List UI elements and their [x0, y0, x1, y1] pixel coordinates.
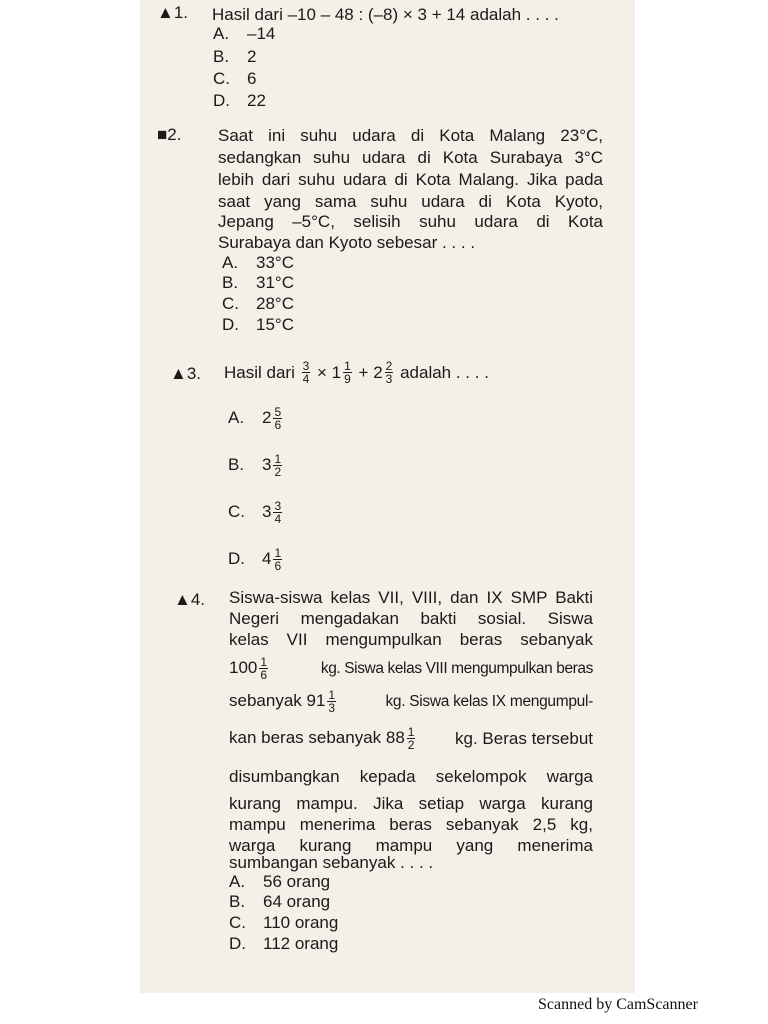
question-1-stem: Hasil dari –10 – 48 : (–8) × 3 + 14 adalah . . . .	[212, 5, 559, 24]
question-1-number: ▲1.	[157, 3, 189, 22]
q4-line-5: sebanyak 91 $\frac{1}{3}$ kg. Siswa kelas IX mengumpul-	[229, 687, 593, 715]
q2-line-3: lebih dari suhu udara di Kota Malang. Jika pada	[218, 170, 603, 189]
q3-option-b: B. 3 $\frac{1}{2}$	[228, 451, 282, 479]
question-2-number: ■2.	[157, 125, 182, 144]
q1-option-d: D. 22	[213, 91, 266, 110]
q4-option-d: D. 112 orang	[229, 934, 339, 953]
q4-option-a: A. 56 orang	[229, 872, 331, 891]
q4-line-4: 100 $\frac{1}{6}$ kg. Siswa kelas VIII mengumpulkan beras	[229, 654, 593, 682]
q2-option-b: B. 31°C	[222, 273, 294, 292]
q4-line-3: kelas VII mengumpulkan beras sebanyak	[229, 630, 593, 649]
q1-option-c: C. 6	[213, 69, 257, 88]
fraction: $\frac{2}{3}$	[385, 358, 393, 386]
q3-option-a: A. 2 $\frac{5}{6}$	[228, 404, 282, 432]
q4-line-2: Negeri mengadakan bakti sosial. Siswa	[229, 609, 593, 628]
q4-option-c: C. 110 orang	[229, 913, 339, 932]
q1-option-b: B. 2	[213, 47, 257, 66]
q1-option-a: A. –14	[213, 24, 276, 43]
q2-line-2: sedangkan suhu udara di Kota Surabaya 3°C	[218, 148, 603, 167]
q2-option-a: A. 33°C	[222, 253, 294, 272]
q4-line-8: kurang mampu. Jika setiap warga kurang	[229, 794, 593, 813]
q4-option-b: B. 64 orang	[229, 892, 331, 911]
q2-option-c: C. 28°C	[222, 294, 294, 313]
q4-line-10: warga kurang mampu yang menerima	[229, 836, 593, 855]
q4-line-6: kan beras sebanyak 88 $\frac{1}{2}$ kg. Beras tersebut	[229, 724, 593, 752]
scanner-watermark: Scanned by CamScanner	[538, 996, 698, 1013]
fraction: $\frac{3}{4}$	[302, 358, 310, 386]
question-4-number: ▲4.	[174, 590, 206, 609]
q2-line-1: Saat ini suhu udara di Kota Malang 23°C,	[218, 126, 603, 145]
q3-option-c: C. 3 $\frac{3}{4}$	[228, 498, 282, 526]
q3-option-d: D. 4 $\frac{1}{6}$	[228, 545, 282, 573]
q4-line-1: Siswa-siswa kelas VII, VIII, dan IX SMP Bakti	[229, 588, 593, 607]
q4-line-7: disumbangkan kepada sekelompok warga	[229, 767, 593, 786]
q2-line-6: Surabaya dan Kyoto sebesar . . . .	[218, 233, 476, 252]
q2-line-4: saat yang sama suhu udara di Kota Kyoto,	[218, 192, 603, 211]
q2-line-5: Jepang –5°C, selisih suhu udara di Kota	[218, 212, 603, 231]
question-3-number: ▲3.	[170, 364, 202, 383]
q4-line-9: mampu menerima beras sebanyak 2,5 kg,	[229, 815, 593, 834]
fraction: $\frac{1}{9}$	[344, 358, 351, 386]
q4-line-11: sumbangan sebanyak . . . .	[229, 853, 434, 872]
q2-option-d: D. 15°C	[222, 315, 294, 334]
question-3-stem: Hasil dari $\frac{3}{4}$ × 1 $\frac{1}{9}$ + 2 $\frac{2}{3}$ adalah . . . .	[224, 358, 489, 386]
